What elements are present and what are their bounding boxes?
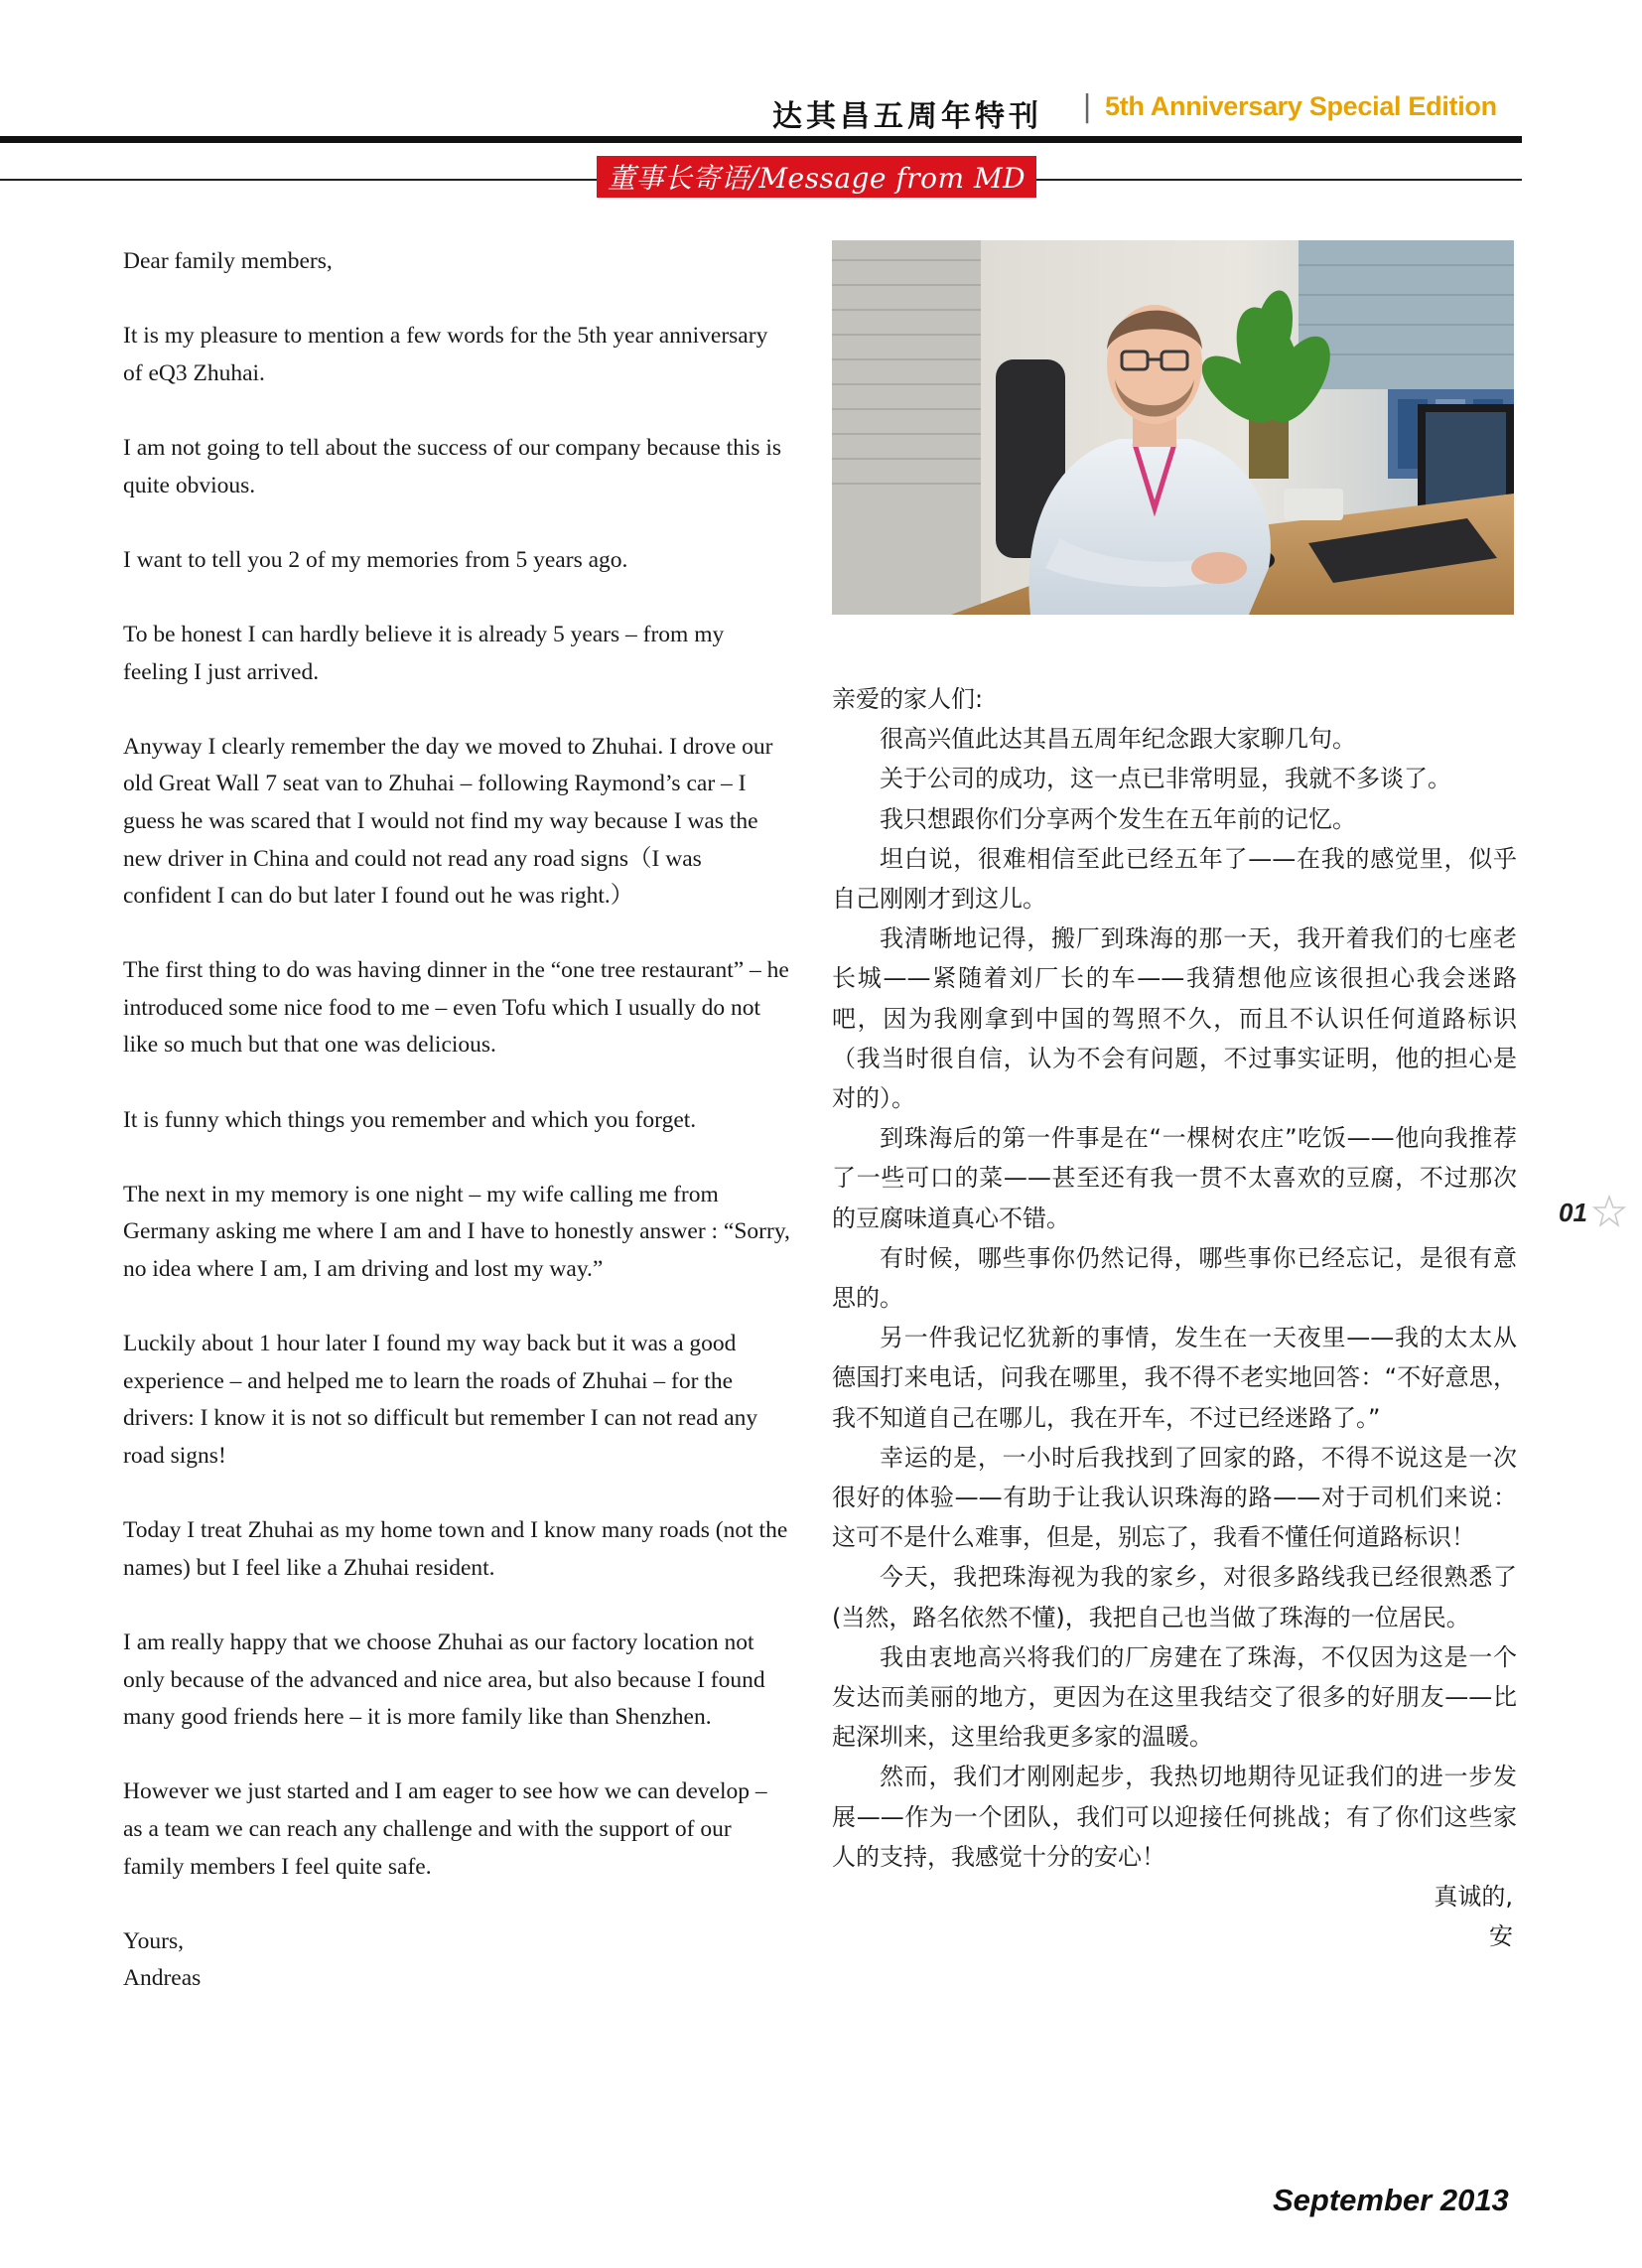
letter-english xyxy=(123,243,790,1998)
letter-en-paragraph: I am really happy that we choose Zhuhai as our factory location not only because of the advanced and nice area, but also because I found many good friends here – it is more family like than Shenzhen. xyxy=(123,1629,765,1731)
letter-en-paragraph: However we just started and I am eager to see how we can develop – as a team we can reach any challenge and with the support of our family members I feel quite safe. xyxy=(123,1778,767,1880)
letter-cn-paragraph: 很高兴值此达其昌五周年纪念跟大家聊几句。 xyxy=(880,725,1356,754)
letter-en-paragraph: I am not going to tell about the success of our company because this is quite obvious. xyxy=(123,434,782,498)
issue-date: September 2013 xyxy=(1273,2183,1509,2217)
letter-cn-paragraph: 今天，我把珠海视为我的家乡，对很多路线我已经很熟悉了(当然，路名依然不懂)，我把自己也当做了珠海的一位居民。 xyxy=(832,1563,1517,1631)
letter-cn-paragraph: 我由衷地高兴将我们的厂房建在了珠海，不仅因为这是一个发达而美丽的地方，更因为在这里我结交了很多的好朋友——比起深圳来，这里给我更多家的温暖。 xyxy=(832,1642,1517,1752)
letter-en-paragraph: Dear family members, xyxy=(123,248,333,274)
letter-chinese xyxy=(832,679,1517,1957)
letter-en-paragraph: Anyway I clearly remember the day we moved to Zhuhai. I drove our old Great Wall 7 seat van to Zhuhai – following Raymond’s car – I guess he was scared that I would not find my way because I was the new driver in China and could not read any road signs（I was confident I can do but later I found out he was right.） xyxy=(123,733,773,910)
letter-cn-paragraph: 我只想跟你们分享两个发生在五年前的记忆。 xyxy=(880,804,1356,833)
letter-cn-paragraph: 另一件我记忆犹新的事情，发生在一天夜里——我的太太从德国打来电话，问我在哪里，我不得不老实地回答：“不好意思，我不知道自己在哪儿，我在开车，不过已经迷路了。” xyxy=(832,1324,1517,1432)
letter-en-paragraph: The next in my memory is one night – my wife calling me from Germany asking me where I am and I have to honestly answer : “Sorry, no idea where I am, I am driving and lost my way.” xyxy=(123,1181,790,1283)
page-number: 01 xyxy=(1559,1198,1587,1227)
letter-en-paragraph: The first thing to do was having dinner in the “one tree restaurant” – he introduced some nice food to me – even Tofu which I usually do not like so much but that one was delicious. xyxy=(123,957,789,1059)
edition-title-chinese: 达其昌五周年特刊 xyxy=(772,99,1042,134)
letter-en-closing: Yours, xyxy=(123,1927,184,1954)
section-tag: 董事长寄语/Message from MD xyxy=(597,156,1036,198)
letter-en-paragraph: Luckily about 1 hour later I found my way back but it was a good experience – and helped me to learn the roads of Zhuhai – for the drivers: I know it is not so difficult but remember I can not read any road signs! xyxy=(123,1331,758,1469)
letter-cn-signature: 安 xyxy=(1489,1922,1513,1951)
letter-cn-paragraph: 然而，我们才刚刚起步，我热切地期待见证我们的进一步发展——作为一个团队，我们可以迎接任何挑战；有了你们这些家人的支持，我感觉十分的安心！ xyxy=(832,1763,1517,1871)
letter-en-paragraph: It is my pleasure to mention a few words for the 5th year anniversary of eQ3 Zhuhai. xyxy=(123,323,768,386)
letter-cn-paragraph: 有时候，哪些事你仍然记得，哪些事你已经忘记，是很有意思的。 xyxy=(832,1243,1517,1313)
letter-en-signature: Andreas xyxy=(123,1965,202,1992)
letter-en-paragraph: I want to tell you 2 of my memories from 5 years ago. xyxy=(123,546,628,573)
header-separator: | xyxy=(1082,89,1093,124)
letter-cn-paragraph: 坦白说，很难相信至此已经五年了——在我的感觉里，似乎自己刚刚才到这儿。 xyxy=(832,844,1517,914)
edition-title-english: 5th Anniversary Special Edition xyxy=(1105,91,1497,121)
letter-cn-paragraph: 关于公司的成功，这一点已非常明显，我就不多谈了。 xyxy=(880,765,1451,793)
letter-cn-paragraph: 幸运的是，一小时后我找到了回家的路，不得不说这是一次很好的体验——有助于让我认识珠海的路——对于司机们来说：这可不是什么难事，但是，别忘了，我看不懂任何道路标识！ xyxy=(832,1443,1517,1552)
star-icon xyxy=(1592,1195,1626,1228)
letter-en-paragraph: Today I treat Zhuhai as my home town and I know many roads (not the names) but I feel like a Zhuhai resident. xyxy=(123,1517,788,1581)
md-office-photo xyxy=(832,240,1514,615)
letter-cn-closing: 真诚的, xyxy=(1434,1883,1513,1912)
letter-cn-paragraph: 到珠海后的第一件事是在“一棵树农庄”吃饭——他向我推荐了一些可口的菜——甚至还有我一贯不太喜欢的豆腐，不过那次的豆腐味道真心不错。 xyxy=(832,1124,1517,1232)
letter-cn-greeting: 亲爱的家人们: xyxy=(832,685,984,713)
letter-en-paragraph: To be honest I can hardly believe it is already 5 years – from my feeling I just arrived. xyxy=(123,621,725,685)
letter-en-paragraph: It is funny which things you remember and which you forget. xyxy=(123,1106,697,1133)
header-rule-thick xyxy=(0,136,1522,143)
letter-cn-paragraph: 我清晰地记得，搬厂到珠海的那一天，我开着我们的七座老长城——紧随着刘厂长的车——我猜想他应该很担心我会迷路吧，因为我刚拿到中国的驾照不久，而且不认识任何道路标识（我当时很自信，认为不会有问题，不过事实证明，他的担心是对的）。 xyxy=(832,924,1517,1113)
